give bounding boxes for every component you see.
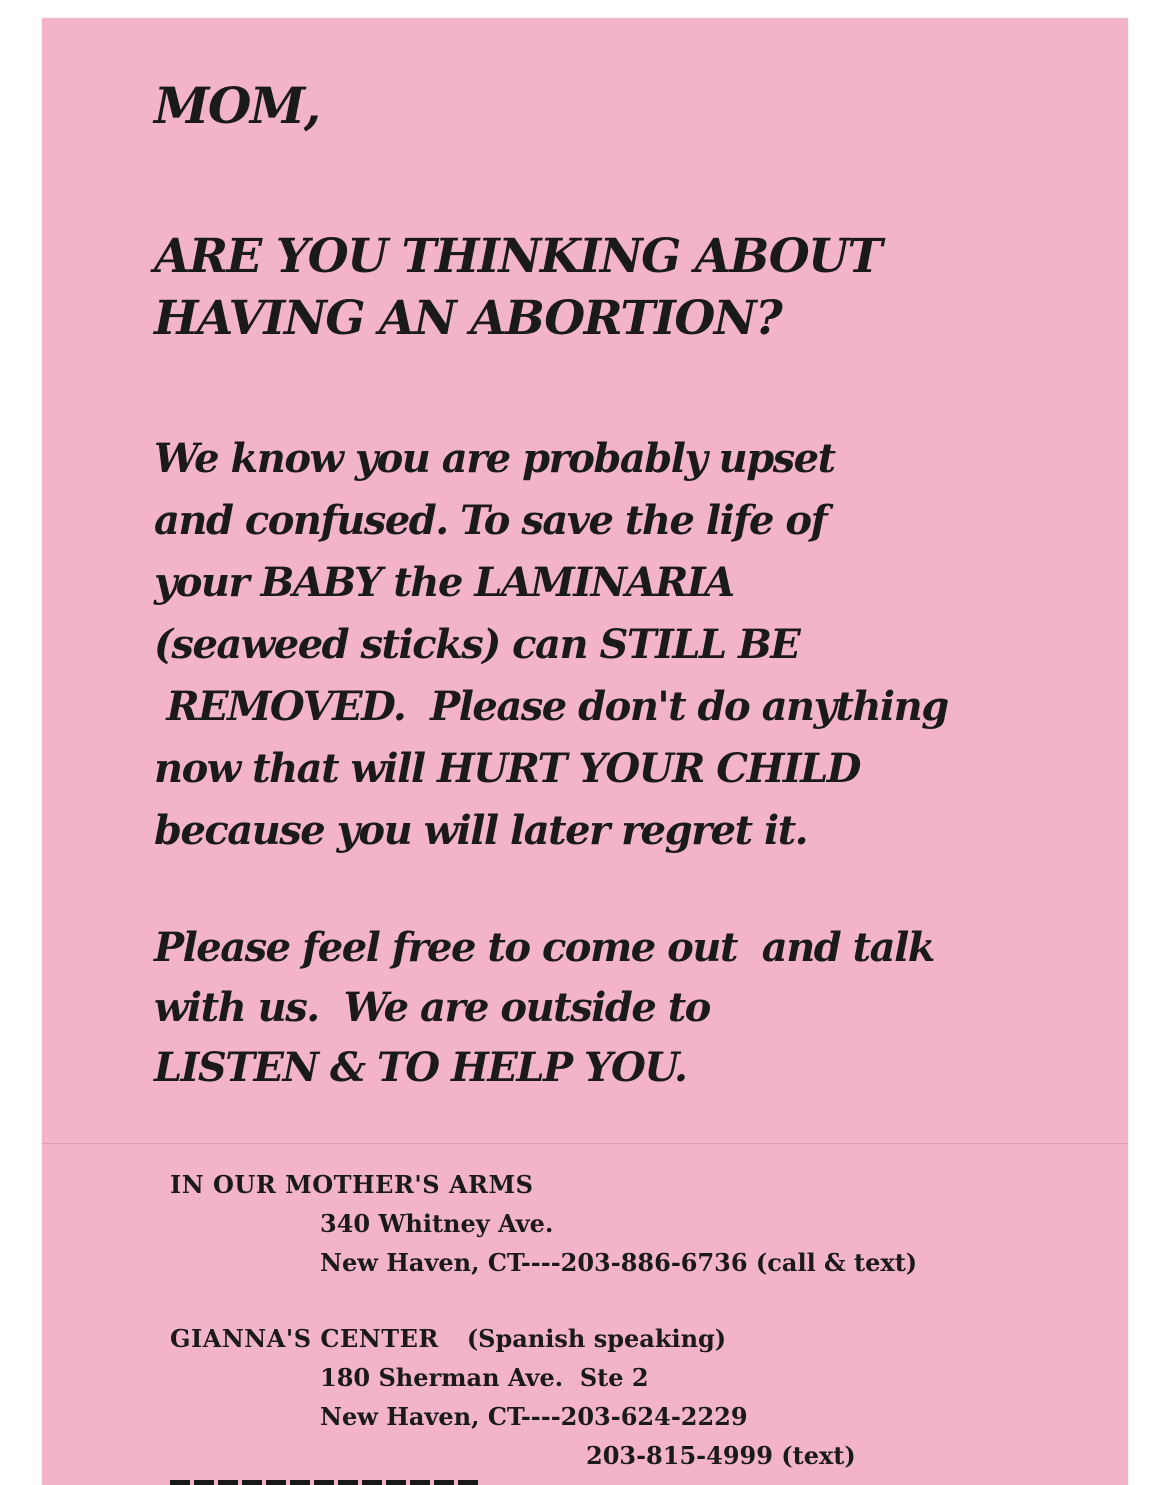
paragraph-line: (seaweed sticks) can STILL BE	[154, 621, 800, 668]
street-address: 340 Whitney Ave.	[320, 1209, 554, 1238]
org-name: GIANNA'S CENTER	[170, 1324, 439, 1353]
paragraph-line: LISTEN & TO HELP YOU.	[154, 1044, 687, 1091]
paragraph-line: your BABY the LAMINARIA	[154, 559, 734, 606]
text-phone: 203-815-4999 (text)	[586, 1441, 856, 1470]
street-address: 180 Sherman Ave. Ste 2	[320, 1363, 649, 1392]
paragraph-line: Please feel free to come out and talk	[154, 924, 934, 971]
paragraph-line: because you will later regret it.	[154, 807, 808, 854]
headline-line: ARE YOU THINKING ABOUT	[154, 229, 882, 284]
greeting: MOM,	[154, 76, 320, 135]
city-phone: New Haven, CT----203-624-2229	[320, 1402, 748, 1431]
headline	[154, 226, 1054, 350]
contact-entry	[170, 1165, 917, 1282]
paragraph-line: We know you are probably upset	[154, 435, 835, 482]
contact-entry	[170, 1319, 917, 1475]
paragraph-line: now that will HURT YOUR CHILD	[154, 745, 860, 792]
org-name: IN OUR MOTHER'S ARMS	[170, 1170, 534, 1199]
flyer-page	[42, 18, 1128, 1485]
org-note: (Spanish speaking)	[466, 1324, 727, 1353]
paragraph-line: and confused. To save the life of	[154, 497, 827, 544]
city-phone: New Haven, CT----203-886-6736 (call & text)	[320, 1248, 918, 1277]
fold-line	[42, 1143, 1128, 1144]
paragraph-line: with us. We are outside to	[154, 984, 710, 1031]
headline-line: HAVING AN ABORTION?	[154, 291, 782, 346]
paragraph-line: REMOVED. Please don't do anything	[154, 683, 948, 730]
org-line	[170, 1165, 917, 1204]
org-line	[170, 1319, 917, 1358]
invitation-paragraph	[154, 918, 1114, 1098]
message-paragraph	[154, 428, 1114, 862]
contact-list	[170, 1165, 917, 1485]
cut-off-text	[170, 1480, 480, 1485]
